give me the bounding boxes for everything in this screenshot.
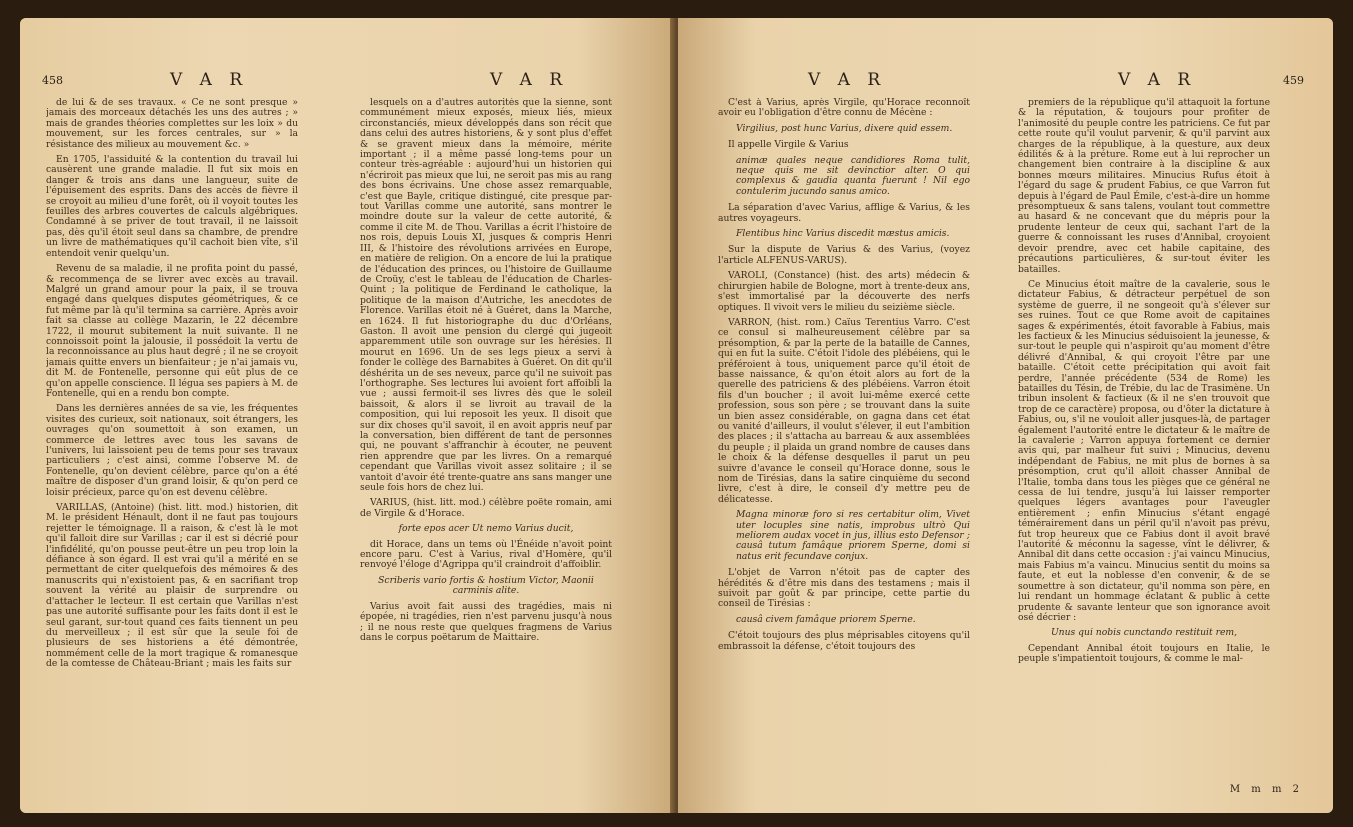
paragraph: Ce Minucius étoit maître de la cavalerie, sous le dictateur Fabius, & détracteur perpétuel de son système de guerre, il ne songeoit qu'à s'élever sur ses ruines. Tout ce que Rome avoit de capitaines sages & expérimentés, étoit favorable à Fabius, mais les factieux & les Minucius séduisoient la jeunesse, & sur-tout le peuple qui n'aspiroit qu'au moment d'être délivré d'Annibal, & qui croyoit l'être par une bataille. C'étoit cette précipitation qui avoit fait perdre, l'année précédente (534 de Rome) les batailles du Tésin, de Trébie, du lac de Trasimène. Un tribun insolent & factieux (& il ne s'en trouvoit que trop de ce caractère) proposa, ou d'ôter la dictature à Fabius, ou, s'il ne vouloit aller jusques-là, de partager également l'autorité entre le dictateur & le maître de la cavalerie ; Varron appuya fortement ce dernier avis qui, par malheur fut suivi ; Minucius, devenu indépendant de Fabius, ne mit plus de bornes à sa présomption, crut qu'il alloit chasser Annibal de l'Italie, tomba dans tous les pièges que ce général ne cessa de lui tendre, jusqu'à lui laisser remporter quelques légers avantages pour l'aveugler entièrement ; enfin Minucius s'étant engagé témérairement dans un péril qu'il n'avoit pas prévu, fut trop heureux que ce Fabius dont il avoit bravé l'autorité & méconnu la sagesse, vînt le délivrer, & Annibal dit dans cette occasion : j'ai vaincu Minucius, mais Fabius m'a vaincu. Minucius sentit du moins sa faute, et eut la noblesse d'en convenir, & de se soumettre à son dictateur, qu'il nomma son père, en lui rendant un hommage éclatant & public à cette prudente & savante lenteur que son ignorance avoit osé décrier : bbox=[1018, 278, 1270, 623]
right-page-header bbox=[678, 70, 1333, 96]
paragraph: de lui & de ses travaux. « Ce ne sont presque » jamais des morceaux détachés les uns des autres ; » mais de grandes théories complettes sur les loix » du mouvement, sur les forces centrales, sur » la résistance des milieux au mouvement &c. » bbox=[46, 98, 298, 150]
left-page-header bbox=[20, 70, 675, 96]
paragraph: lesquels on a d'autres autorités que la sienne, sont communément mieux exposés, mieux liés, mieux circonstanciés, mieux développés dans son récit que dans celui des autres historiens, & y sont plus d'effet & se gravent mieux dans la mémoire, mérite important ; il a même passé long-tems pour un conteur très-agréable : aujourd'hui un historien qui n'écriroit pas mieux que lui, ne seroit pas mis au rang des bons écrivains. Une chose assez remarquable, c'est que Bayle, critique distingué, cite presque par-tout Varillas comme une autorité, sans montrer le moindre doute sur la valeur de cette autorité, & comme il cite M. de Thou. Varillas a écrit l'histoire de nos rois, depuis Louis XI, jusques & compris Henri III, & l'histoire des révolutions arrivées en Europe, en matière de religion. On a encore de lui la pratique de l'éducation des princes, ou l'histoire de Guillaume de Croüy, c'est le tableau de l'éducation de Charles-Quint ; la politique de Ferdinand le catholique, la politique de la maison d'Autriche, les anecdotes de Florence. Varillas étoit né à Guéret, dans la Marche, en 1624. Il fut historiographe du duc d'Orléans, Gaston. Il avoit une pension du clergé qui jugeoit apparemment utile son ouvrage sur les hérésies. Il mourut en 1696. Un de ses legs pieux a servi à fonder le collège des Barnabites à Guéret. On dit qu'il déshérita un de ses neveux, parce qu'il ne suivoit pas l'orthographe. Ses lectures lui avoient fort affoibli la vue ; aussi fermoit-il ses livres dès que le soleil baissoit, & alors il se livroit au travail de la composition, qui lui reposoit les yeux. Il disoit que sur dix choses qu'il savoit, il en avoit appris neuf par la conversation, bien différent de tant de personnes qui, ne pouvant s'affranchir à écouter, ne peuvent rien apprendre que par les livres. On a remarqué cependant que Varillas vivoit assez solitaire ; il se vantoit d'avoir été trente-quatre ans sans manger une seule fois hors de chez lui. bbox=[360, 98, 612, 494]
right-running-head-1: V A R bbox=[808, 70, 887, 90]
paragraph: Sur la dispute de Varius & des Varius, (voyez l'article ALFENUS-VARUS). bbox=[718, 244, 970, 266]
signature-mark: M m m 2 bbox=[1229, 784, 1303, 795]
paragraph: En 1705, l'assiduité & la contention du travail lui causèrent une grande maladie. Il fut six mois en danger & trois ans dans une langueur, suite de l'épuisement des esprits. Dans des accès de fièvre il se croyoit au milieu d'une forêt, où il voyoit toutes les feuilles des arbres couvertes de calculs algébriques. Condamné à se priver de tout travail, il ne laissoit pas, dès qu'il étoit seul dans sa chambre, de prendre un livre de mathématiques qu'il cachoit bien vîte, s'il entendoit venir quelqu'un. bbox=[46, 154, 298, 259]
verse: Unus qui nobis cunctando restituit rem, bbox=[1050, 627, 1238, 639]
paragraph: VAROLI, (Constance) (hist. des arts) médecin & chirurgien habile de Bologne, mort à trente-deux ans, s'est immortalisé par la découverte des nerfs optiques. Il vivoit vers le milieu du seizième siècle. bbox=[718, 270, 970, 313]
paragraph: Varius avoit fait aussi des tragédies, mais ni épopée, ni tragédies, rien n'est parvenu jusqu'à nous ; il ne nous reste que quelques fragmens de Varius dans le corpus poëtarum de Maittaire. bbox=[360, 600, 612, 643]
paragraph: VARILLAS, (Antoine) (hist. litt. mod.) historien, dit M. le président Hénault, dont il ne faut pas toujours rejetter le témoignage. Il a raison, & c'est là le mot qu'il falloit dire sur Varillas ; car il est si décrié pour l'infidélité, qu'on pousse peut-être un peu trop loin la défiance à son égard. Il est vrai qu'il a mérité en se permettant de citer quelquefois des mémoires & des manuscrits qui n'existoient pas, & en sacrifiant trop souvent la vérité au plaisir de surprendre ou d'attacher le lecteur. Il est certain que Varillas n'est pas une autorité suffisante pour les faits dont il est le seul garant, sur-tout quand ces faits tiennent un peu du merveilleux ; il est sûr que la seule foi de plusieurs de ses historiens a été démontrée, nommément celle de la mort tragique & romanesque de la comtesse de Château-Briant ; mais les faits sur bbox=[46, 502, 298, 670]
open-book bbox=[20, 18, 1333, 813]
verse: Magna minoræ foro si res certabitur olim, Vivet uter locuples sine natis, improbus ultrò Qui meliorem audax vocet in jus, illius esto Defensor ; causâ tutum famâque priorem Sperne, domi si natus erit fecundave conjux. bbox=[736, 509, 970, 562]
paragraph: L'objet de Varron n'étoit pas de capter des hérédités & d'être mis dans des testamens ; mais il suivoit par goût & par principe, cette partie du conseil de Tirésias : bbox=[718, 567, 970, 610]
left-running-head-1: V A R bbox=[170, 70, 249, 90]
right-page-number: 459 bbox=[1283, 74, 1304, 87]
right-column-1 bbox=[718, 98, 970, 788]
left-page-number: 458 bbox=[42, 74, 63, 87]
paragraph: Revenu de sa maladie, il ne profita point du passé, & recommença de se livrer avec excès au travail. Malgré un grand amour pour la paix, il se trouva engagé dans quelques disputes géométriques, & ce fut même par là qu'il termina sa carrière. Après avoir fait sa classe au collège Mazarin, le 22 décembre 1722, il mourut subitement la nuit suivante. Il ne connoissoit point la jalousie, il possédoit la vertu de la reconnoissance au plus haut degré ; il ne se croyoit jamais quitte envers un bienfaiteur ; je n'ai jamais vu, dit M. de Fontenelle, personne qui eût plus de ce qu'on appelle conscience. Il légua ses papiers à M. de Fontenelle, qui en a rendu bon compte. bbox=[46, 263, 298, 399]
right-page bbox=[678, 18, 1333, 813]
paragraph: Dans les dernières années de sa vie, les fréquentes visites des curieux, soit nationaux, soit étrangers, les ouvrages qu'on soumettoit à son examen, un commerce de lettres avec tous les savans de l'univers, lui laissoient peu de tems pour ses travaux particuliers ; c'est ainsi, comme l'observe M. de Fontenelle, qu'on devient célèbre, parce qu'on a été maître de disposer d'un grand loisir, & qu'on perd ce loisir précieux, parce qu'on est devenu célèbre. bbox=[46, 403, 298, 498]
paragraph: La séparation d'avec Varius, afflige & Varius, & les autres voyageurs. bbox=[718, 202, 970, 224]
paragraph: VARIUS, (hist. litt. mod.) célèbre poëte romain, ami de Virgile & d'Horace. bbox=[360, 497, 612, 519]
paragraph: VARRON, (hist. rom.) Caïus Terentius Varro. C'est ce consul si malheureusement célèbre par sa présomption, & par la perte de la bataille de Cannes, qui en fut la suite. C'étoit l'idole des plébéiens, qui le préféroient à tous, uniquement parce qu'il étoit de basse naissance, & qu'on étoit alors au fort de la querelle des patriciens & des plébéiens. Varron étoit fils d'un boucher ; il avoit lui-même exercé cette profession, sous son père ; se trouvant dans la suite un bien assez considérable, on gagna dans cet état ou vanité d'ailleurs, il voulut s'élever, il eut l'ambition des places ; il s'attacha au barreau & aux assemblées du peuple ; il plaida un grand nombre de causes dans le choix & la défense desquelles il parut un peu suivre d'avance le conseil qu'Horace donne, sous le nom de Tirésias, dans la satire cinquième du second livre, c'est à dire, le conseil d'y mettre peu de délicatesse. bbox=[718, 316, 970, 505]
verse: Virgilius, post hunc Varius, dixere quid essem. bbox=[736, 122, 953, 134]
paragraph: premiers de la république qu'il attaquoit la fortune & la réputation, & toujours pour profiter de l'animosité du peuple contre les patriciens. Ce fut par cette route qu'il voulut parvenir, & qu'il parvint aux charges de la république, à la questure, aux deux édilités & à la préture. Rome eut à lui reprocher un changement bien contraire à la discipline & aux bonnes mœurs militaires. Minucius Rufus étoit à l'égard du sage & prudent Fabius, ce que Varron fut depuis à l'égard de Paul Émile, c'est-à-dire un homme présomptueux & sans talens, voulant tout commettre au hasard & ne concevant que du mépris pour la prudente lenteur de ceux qui, sachant l'art de la guerre & connoissant les ruses d'Annibal, croyoient devoir prendre, avec cet habile capitaine, des précautions particulières, & sur-tout éviter les batailles. bbox=[1018, 98, 1270, 275]
verse: causâ civem famâque priorem Sperne. bbox=[736, 613, 916, 625]
right-running-head-2: V A R bbox=[1118, 70, 1197, 90]
paragraph: Cependant Annibal étoit toujours en Italie, le peuple s'impatientoit toujours, & comme le mal- bbox=[1018, 642, 1270, 665]
verse: Flentibus hinc Varius discedit mæstus amicis. bbox=[736, 228, 950, 240]
paragraph: C'est à Varius, après Virgile, qu'Horace reconnoît avoir eu l'obligation d'être connu de Mécène : bbox=[718, 98, 970, 119]
paragraph: C'étoit toujours des plus méprisables citoyens qu'il embrassoit la défense, c'étoit toujours des bbox=[718, 630, 970, 652]
left-column-1 bbox=[46, 98, 298, 788]
left-page bbox=[20, 18, 675, 813]
verse: animæ quales neque candidiores Roma tulit, neque quis me sit devinctior alter. O qui complexus & gaudia quanta fuerunt ! Nil ego contulerim jucundo sanus amico. bbox=[736, 154, 970, 197]
left-column-2 bbox=[360, 98, 612, 788]
left-running-head-2: V A R bbox=[490, 70, 569, 90]
paragraph: dit Horace, dans un tems où l'Énéide n'avoit point encore paru. C'est à Varius, rival d'Homère, qu'il renvoyé l'éloge d'Agrippa qu'il craindroit d'affoiblir. bbox=[360, 538, 612, 571]
paragraph: Il appelle Virgile & Varius bbox=[728, 139, 849, 151]
right-column-2 bbox=[1018, 98, 1270, 758]
verse: forte epos acer Ut nemo Varius ducit, bbox=[398, 523, 574, 535]
verse: Scriberis vario fortis & hostium Victor, Maonii carminis alite. bbox=[378, 574, 594, 597]
